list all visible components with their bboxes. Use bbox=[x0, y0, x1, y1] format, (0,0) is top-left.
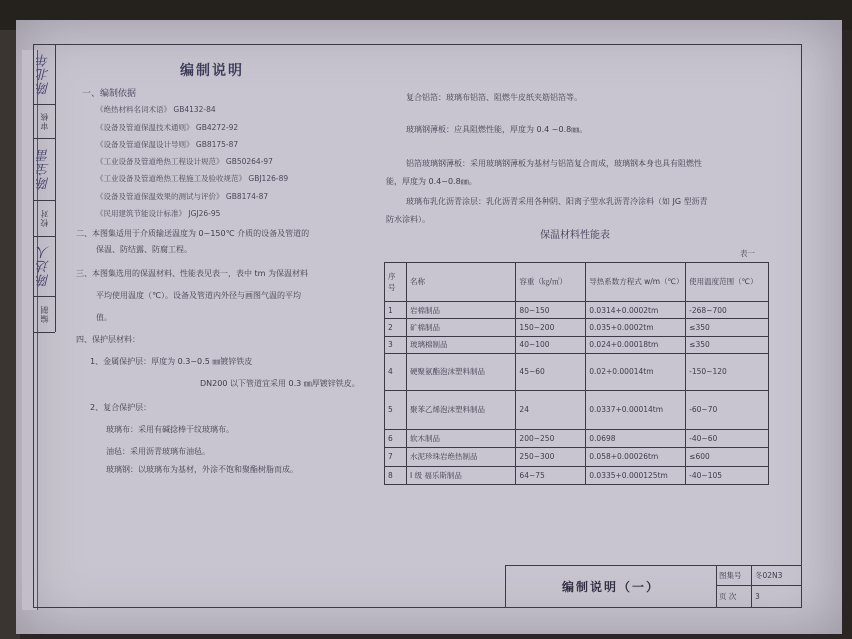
signature-1: 陈北年 bbox=[36, 53, 52, 95]
sig-cell-1 bbox=[33, 44, 55, 105]
cell-temp-range: -60~70 bbox=[686, 390, 769, 429]
section3-line3: 值。 bbox=[96, 313, 112, 322]
title-block-main: 编制说明（一） bbox=[506, 566, 717, 607]
cell-conductivity: 0.0698 bbox=[586, 429, 686, 447]
cell-no: 2 bbox=[385, 319, 407, 336]
signature-3: 陈达人 bbox=[36, 245, 52, 287]
right-p3a: 铝箔玻璃钢薄板：采用玻璃钢薄板为基材与铝箔复合而成，玻璃钢本身也具有阻燃性 bbox=[406, 159, 702, 168]
section4-item2c: 玻璃钢：以玻璃布为基材，外涂不饱和聚酯树脂而成。 bbox=[106, 465, 298, 474]
section2-line2: 保温、防结露、防腐工程。 bbox=[96, 245, 192, 254]
section1-heading: 一、编制依据 bbox=[82, 89, 137, 99]
cell-temp-range: ≤600 bbox=[686, 448, 769, 466]
cell-density: 250~300 bbox=[516, 448, 586, 466]
cell-conductivity: 0.024+0.00018tm bbox=[586, 336, 686, 353]
label-compile: 编制 bbox=[39, 305, 49, 323]
material-table bbox=[384, 262, 769, 485]
table-row bbox=[385, 429, 769, 447]
ref-1: 《绝热材料名词术语》 GB4132-84 bbox=[96, 105, 216, 114]
section4-item1b: DN200 以下管道宜采用 0.3 ㎜厚镀锌铁皮。 bbox=[200, 379, 360, 388]
cell-temp-range: -40~60 bbox=[686, 429, 769, 447]
header-temp-range: 使用温度范围（℃） bbox=[686, 263, 769, 302]
section4-item2: 2、复合保护层： bbox=[90, 403, 152, 412]
cell-conductivity: 0.0337+0.00014tm bbox=[586, 390, 686, 429]
section4-item2b: 油毡：采用沥青玻璃布油毡。 bbox=[106, 447, 210, 456]
label-review: 审核 bbox=[39, 112, 49, 130]
section2-line1: 二、本图集适用于介质输送温度为 0~150℃ 介质的设备及管道的 bbox=[76, 229, 310, 238]
title-block-grid bbox=[716, 566, 801, 607]
header-no: 序号 bbox=[385, 263, 407, 302]
cell-no: 1 bbox=[385, 301, 407, 318]
cell-name: 水泥珍珠岩绝热制品 bbox=[406, 448, 515, 466]
ref-6: 《设备及管道保温效果的测试与评价》 GB8174-87 bbox=[96, 192, 269, 201]
label-cell-1 bbox=[33, 104, 55, 139]
header-density: 容重（㎏/㎥） bbox=[516, 263, 586, 302]
table-row bbox=[385, 466, 769, 484]
cell-conductivity: 0.0335+0.000125tm bbox=[586, 466, 686, 484]
ref-4: 《工业设备及管道绝热工程设计规范》 GB50264-97 bbox=[96, 157, 273, 166]
cell-temp-range: ≤350 bbox=[686, 336, 769, 353]
cell-density: 150~200 bbox=[516, 319, 586, 336]
table-row bbox=[385, 319, 769, 336]
title-block bbox=[505, 565, 801, 607]
cell-name: 聚苯乙烯泡沫塑料制品 bbox=[406, 390, 515, 429]
table-row bbox=[385, 448, 769, 466]
signature-2: 陈宝雷 bbox=[36, 148, 52, 190]
cell-name: 玻璃棉制品 bbox=[406, 336, 515, 353]
right-p4b: 防水涂料）。 bbox=[386, 215, 430, 224]
page-label: 页 次 bbox=[716, 586, 752, 607]
ref-2: 《设备及管道保温技术通则》 GB4272-92 bbox=[96, 123, 239, 132]
label-proofread: 校对 bbox=[39, 209, 49, 227]
table-number: 表一 bbox=[740, 249, 755, 258]
cell-name: 岩棉制品 bbox=[406, 301, 515, 318]
table-row bbox=[385, 390, 769, 429]
cell-name: 矿棉制品 bbox=[406, 319, 515, 336]
table-title: 保温材料性能表 bbox=[540, 230, 610, 241]
sig-cell-3 bbox=[33, 236, 55, 297]
cell-density: 24 bbox=[516, 390, 586, 429]
table-row bbox=[385, 301, 769, 318]
cell-temp-range: -150~120 bbox=[686, 354, 769, 391]
label-cell-2 bbox=[33, 200, 55, 237]
ref-7: 《民用建筑节能设计标准》 JGJ26-95 bbox=[96, 209, 221, 218]
label-cell-3 bbox=[33, 296, 55, 333]
cell-no: 5 bbox=[385, 390, 407, 429]
section3-line1: 三、本图集选用的保温材料、性能表见表一，表中 tm 为保温材料 bbox=[76, 269, 309, 278]
section4-item1: 1、金属保护层：厚度为 0.3~0.5 ㎜镀锌铁皮 bbox=[90, 357, 253, 366]
cell-name: 硬聚氨酯泡沫塑料制品 bbox=[406, 354, 515, 391]
table-row bbox=[385, 336, 769, 353]
cell-no: 3 bbox=[385, 336, 407, 353]
cell-density: 45~60 bbox=[516, 354, 586, 391]
cell-conductivity: 0.02+0.00014tm bbox=[586, 354, 686, 391]
cell-density: 80~150 bbox=[516, 301, 586, 318]
cell-no: 6 bbox=[385, 429, 407, 447]
ref-5: 《工业设备及管道绝热工程施工及验收规范》 GBJ126-89 bbox=[96, 174, 289, 183]
header-name: 名称 bbox=[406, 263, 515, 302]
right-p1: 复合铝箔：玻璃布铝箔、阻燃牛皮纸夹筋铝箔等。 bbox=[406, 93, 582, 102]
cell-name: 软木制品 bbox=[406, 429, 515, 447]
signature-sidebar bbox=[33, 44, 56, 332]
sig-cell-2 bbox=[33, 138, 55, 201]
cell-temp-range: -268~700 bbox=[686, 301, 769, 318]
section4-item2a: 玻璃布：采用有碱捻棒干纹玻璃布。 bbox=[106, 425, 234, 434]
cell-temp-range: ≤350 bbox=[686, 319, 769, 336]
cell-name: I 级 福乐斯制品 bbox=[406, 466, 515, 484]
header-conductivity: 导热系数方程式 w/m（℃） bbox=[586, 263, 686, 302]
section4-heading: 四、保护层材料： bbox=[76, 335, 140, 344]
cell-temp-range: -40~105 bbox=[686, 466, 769, 484]
right-p4a: 玻璃布乳化沥青涂层：乳化沥青采用各种阴、阳离子型水乳沥青冷涂料（如 JG 型沥青 bbox=[406, 197, 708, 206]
cell-conductivity: 0.035+0.0002tm bbox=[586, 319, 686, 336]
cell-density: 64~75 bbox=[516, 466, 586, 484]
page-title: 编制说明 bbox=[180, 63, 244, 79]
table-header-row bbox=[385, 263, 769, 302]
ref-3: 《设备及管道保温设计导则》 GB8175-87 bbox=[96, 140, 239, 149]
cell-density: 40~100 bbox=[516, 336, 586, 353]
cell-conductivity: 0.0314+0.0002tm bbox=[586, 301, 686, 318]
atlas-value: 冬02N3 bbox=[752, 566, 801, 586]
section3-line2: 平均使用温度（℃）。设备及管道内外径与画图气温的平均 bbox=[96, 291, 301, 300]
atlas-label: 图集号 bbox=[716, 566, 752, 586]
right-p2: 玻璃钢薄板：应具阻燃性能，厚度为 0.4 ~0.8㎜。 bbox=[406, 125, 588, 134]
table-row bbox=[385, 354, 769, 391]
cell-density: 200~250 bbox=[516, 429, 586, 447]
right-p3b: 能，厚度为 0.4~0.8㎜。 bbox=[386, 177, 477, 186]
cell-no: 8 bbox=[385, 466, 407, 484]
page-value: 3 bbox=[755, 592, 760, 601]
cell-conductivity: 0.058+0.00026tm bbox=[586, 448, 686, 466]
cell-no: 4 bbox=[385, 354, 407, 391]
cell-no: 7 bbox=[385, 448, 407, 466]
